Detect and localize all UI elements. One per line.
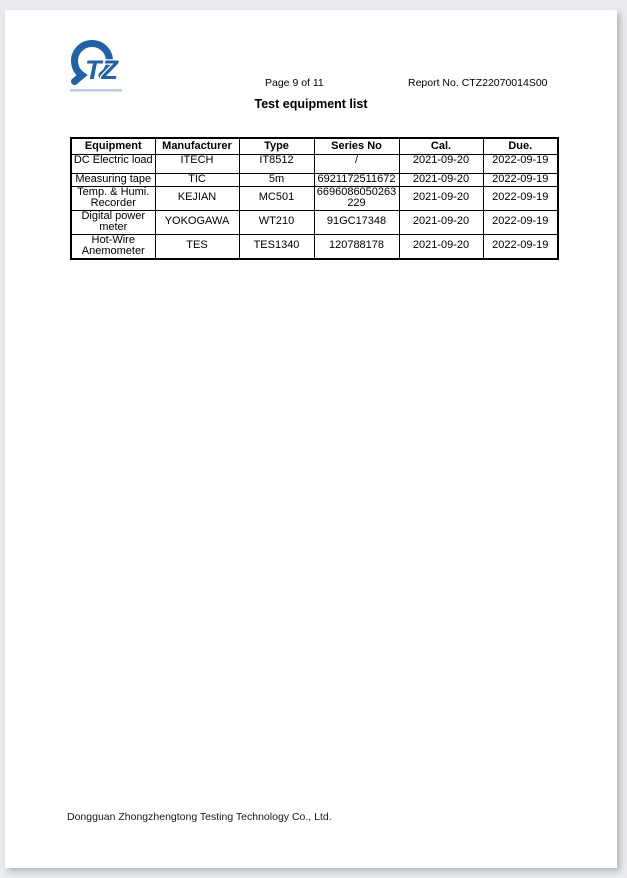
table-cell: 120788178: [314, 234, 399, 259]
table-cell: /: [314, 155, 399, 174]
table-cell: TIC: [155, 174, 239, 187]
table-cell: 91GC17348: [314, 210, 399, 234]
table-cell: Temp. & Humi. Recorder: [71, 186, 155, 210]
table-cell: YOKOGAWA: [155, 210, 239, 234]
table-cell: 2021-09-20: [399, 234, 483, 259]
header-cell-series-no: Series No: [314, 138, 399, 155]
table-cell: 5m: [239, 174, 314, 187]
table-cell: 6921172511672: [314, 174, 399, 187]
table-cell: 2021-09-20: [399, 210, 483, 234]
table-cell: KEJIAN: [155, 186, 239, 210]
table-cell: WT210: [239, 210, 314, 234]
document-page: [5, 10, 617, 868]
table-cell: 2021-09-20: [399, 174, 483, 187]
table-header-row: [71, 138, 558, 155]
table-cell: Hot-Wire Anemometer: [71, 234, 155, 259]
table-cell: MC501: [239, 186, 314, 210]
table-cell: 6696086050263229: [314, 186, 399, 210]
table-cell: ITECH: [155, 155, 239, 174]
header-cell-cal: Cal.: [399, 138, 483, 155]
table-row: [71, 234, 558, 259]
table-cell: TES: [155, 234, 239, 259]
report-number: Report No. CTZ22070014S00: [408, 77, 548, 89]
header-cell-equipment: Equipment: [71, 138, 155, 155]
table-cell: Digital power meter: [71, 210, 155, 234]
table-cell: 2022-09-19: [483, 186, 558, 210]
table-cell: IT8512: [239, 155, 314, 174]
table-cell: DC Electric load: [71, 155, 155, 174]
ctz-logo: [62, 34, 144, 98]
footer-company-name: Dongguan Zhongzhengtong Testing Technology Co., Ltd.: [67, 811, 332, 823]
logo-letters: TZ: [85, 55, 118, 85]
table-cell: TES1340: [239, 234, 314, 259]
table-cell: 2021-09-20: [399, 155, 483, 174]
table-cell: 2022-09-19: [483, 174, 558, 187]
table-cell: 2022-09-19: [483, 155, 558, 174]
page-indicator: Page 9 of 11: [265, 77, 324, 89]
table-row: [71, 174, 558, 187]
test-equipment-table: [70, 137, 559, 260]
logo-underline: [70, 89, 122, 92]
table-row: [71, 186, 558, 210]
header-cell-manufacturer: Manufacturer: [155, 138, 239, 155]
header-cell-type: Type: [239, 138, 314, 155]
header-cell-due: Due.: [483, 138, 558, 155]
table-cell: Measuring tape: [71, 174, 155, 187]
table-row: [71, 210, 558, 234]
table-cell: 2021-09-20: [399, 186, 483, 210]
table-row: [71, 155, 558, 174]
table-cell: 2022-09-19: [483, 234, 558, 259]
table-cell: 2022-09-19: [483, 210, 558, 234]
page-title: Test equipment list: [254, 97, 368, 111]
